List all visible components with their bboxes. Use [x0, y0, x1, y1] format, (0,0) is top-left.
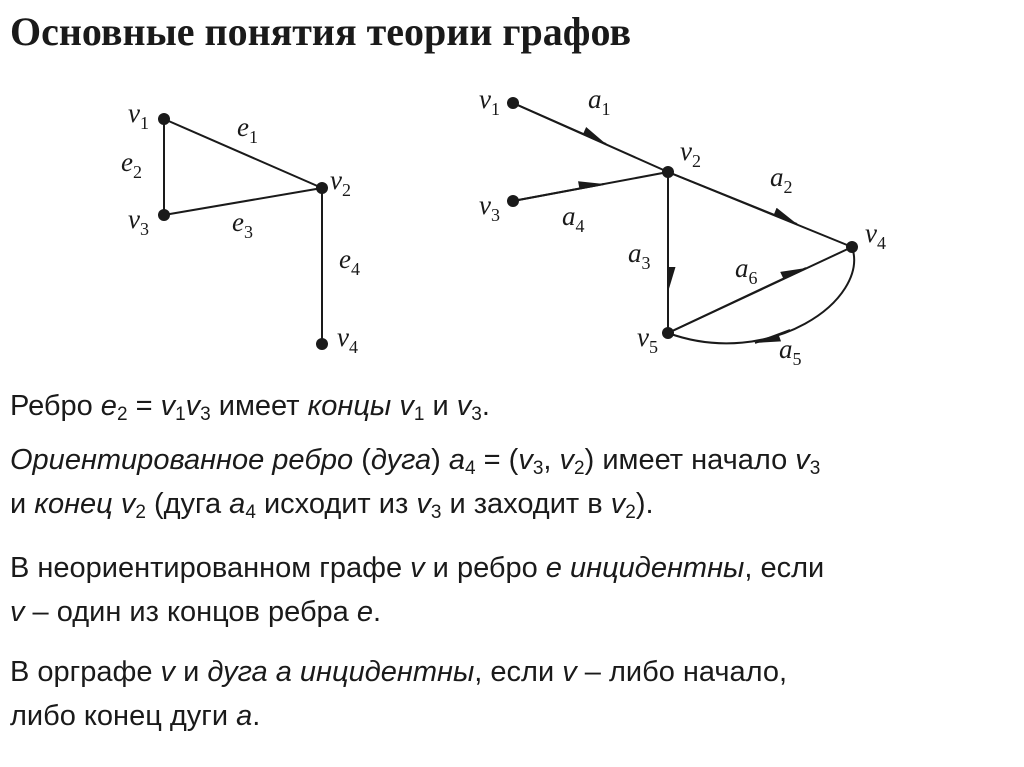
- text-run: Ребро: [10, 390, 101, 422]
- edge-label-e1: $e_1$: [237, 112, 258, 147]
- italic-text: v: [410, 552, 425, 584]
- subscript: 3: [471, 404, 482, 425]
- italic-text: a: [448, 444, 466, 476]
- arc-label-a1: $a_1$: [588, 84, 611, 119]
- arc-label-a5: $a_5$: [779, 334, 802, 369]
- vertex-v1: [158, 113, 170, 125]
- subscript: 4: [245, 502, 256, 523]
- text-run: , если: [744, 552, 825, 584]
- text-run: (дуга: [145, 488, 230, 520]
- edge-label-e2: $e_2$: [121, 147, 142, 182]
- text-run: – один из концов ребра: [24, 596, 357, 628]
- text-run: и: [424, 390, 457, 422]
- italic-text: e: [100, 390, 117, 422]
- subscript: 3: [532, 458, 544, 479]
- italic-text: e: [545, 552, 562, 584]
- italic-text: a: [236, 700, 253, 732]
- vertex-v2: [662, 166, 674, 178]
- italic-text: v: [185, 390, 201, 422]
- italic-text: v: [559, 444, 575, 476]
- text-run: и: [175, 656, 208, 688]
- italic-text: e: [356, 596, 374, 628]
- italic-text: a: [229, 488, 246, 520]
- vertex-label-v4: $v_4$: [865, 218, 886, 253]
- italic-text: v: [610, 488, 626, 520]
- italic-text: v: [160, 390, 176, 422]
- text-run: ).: [635, 488, 654, 520]
- vertex-label-v2: $v_2$: [330, 165, 351, 200]
- vertex-label-v5: $v_5$: [637, 322, 658, 357]
- vertex-v3: [507, 195, 519, 207]
- vertex-v3: [158, 209, 170, 221]
- text-run: исходит из: [255, 488, 417, 520]
- text-run: .: [373, 596, 382, 628]
- text-run: ,: [543, 444, 560, 476]
- italic-text: инцидентны: [570, 552, 745, 584]
- italic-text: v: [518, 444, 533, 476]
- text-run: [113, 488, 121, 520]
- arc-a5: [668, 247, 854, 343]
- italic-text: v: [795, 444, 810, 476]
- italic-text: v: [10, 596, 25, 628]
- vertex-label-v3: $v_3$: [128, 204, 149, 239]
- italic-text: Ориентированное ребро: [10, 444, 354, 476]
- edge-label-e4: $e_4$: [339, 244, 360, 279]
- subscript: 3: [200, 404, 211, 425]
- italic-text: v: [562, 656, 577, 688]
- subscript: 2: [574, 458, 585, 479]
- text-run: .: [252, 700, 261, 732]
- vertex-v1: [507, 97, 519, 109]
- subscript: 1: [413, 404, 425, 425]
- text-run: – либо начало,: [576, 656, 788, 688]
- text-run: В орграфе: [10, 656, 161, 688]
- subscript: 1: [175, 404, 186, 425]
- undirected-graph: [121, 98, 360, 357]
- arc-a4-arrow: [513, 184, 604, 201]
- vertex-label-v1: $v_1$: [479, 84, 500, 119]
- vertex-v4: [316, 338, 328, 350]
- text-run: имеет: [210, 390, 308, 422]
- edge-label-e3: $e_3$: [232, 207, 253, 242]
- text-run: и: [10, 488, 35, 520]
- text-run: =: [127, 390, 161, 422]
- text-run: ): [431, 444, 449, 476]
- subscript: 3: [430, 502, 442, 523]
- text-run: = (: [475, 444, 519, 476]
- italic-text: дуга: [370, 444, 432, 476]
- arc-label-a4: $a_4$: [562, 201, 585, 236]
- text-run: либо конец дуги: [10, 700, 237, 732]
- italic-text: v: [416, 488, 431, 520]
- vertex-v2: [316, 182, 328, 194]
- directed-incidence-text: [10, 650, 1014, 738]
- vertex-v4: [846, 241, 858, 253]
- text-run: (: [353, 444, 371, 476]
- arc-label-a2: $a_2$: [770, 162, 793, 197]
- italic-text: конец: [34, 488, 113, 520]
- graph-diagrams: [0, 0, 1024, 380]
- subscript: 2: [116, 404, 128, 425]
- text-run: ) имеет начало: [584, 444, 796, 476]
- vertex-label-v2: $v_2$: [680, 136, 701, 171]
- page-title: Основные понятия теории графов: [10, 9, 632, 54]
- arc-definition-text: [10, 438, 1014, 526]
- undirected-incidence-text: [10, 546, 1014, 634]
- italic-text: дуга a инцидентны: [207, 656, 475, 688]
- arc-label-a3: $a_3$: [628, 238, 651, 273]
- italic-text: v: [399, 390, 414, 422]
- vertex-label-v3: $v_3$: [479, 190, 500, 225]
- vertex-label-v1: $v_1$: [128, 98, 149, 133]
- subscript: 2: [625, 502, 636, 523]
- vertex-label-v4: $v_4$: [337, 322, 358, 357]
- text-run: В неориентированном графе: [10, 552, 411, 584]
- italic-text: v: [456, 390, 472, 422]
- text-run: .: [481, 390, 490, 422]
- italic-text: v: [160, 656, 176, 688]
- text-run: [562, 552, 570, 584]
- text-run: и ребро: [424, 552, 546, 584]
- subscript: 2: [135, 502, 146, 523]
- edge-definition-text: [10, 384, 1014, 428]
- text-run: , если: [474, 656, 563, 688]
- text-run: и заходит в: [441, 488, 611, 520]
- italic-text: концы: [307, 390, 392, 422]
- subscript: 4: [465, 458, 476, 479]
- subscript: 3: [809, 458, 821, 479]
- directed-graph: [479, 84, 886, 369]
- italic-text: v: [120, 488, 136, 520]
- vertex-v5: [662, 327, 674, 339]
- arc-label-a6: $a_6$: [735, 253, 758, 288]
